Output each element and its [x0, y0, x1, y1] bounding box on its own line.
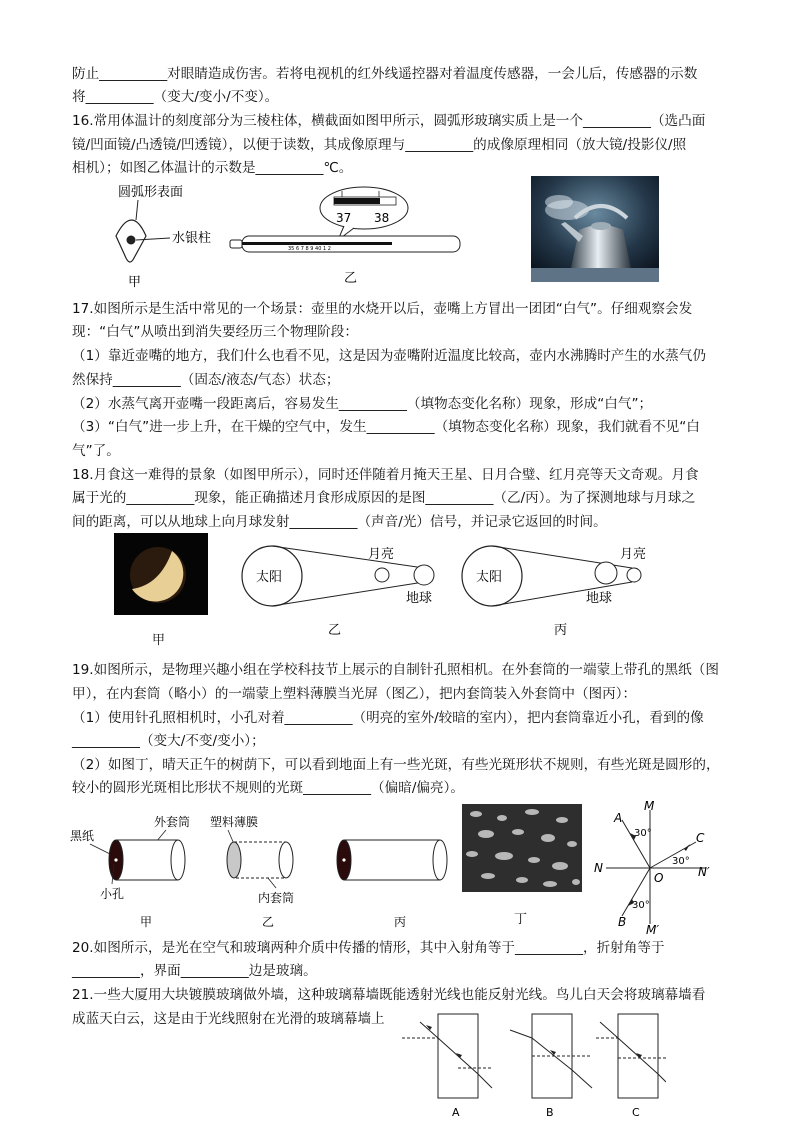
label-A: A — [614, 811, 623, 825]
glass-slab-options-figure — [396, 1008, 666, 1120]
q15-line-1: 防止__________对眼睛造成伤害。若将电视机的红外线遥控器对着温度传感器，一会儿后，传感器的示数 — [72, 66, 698, 82]
reading-38-label: 38 — [374, 211, 390, 225]
black-paper-label: 黑纸 — [70, 829, 95, 843]
q18-line-3: 间的距离，可以从地球上向月球发射__________（声音/光）信号，并记录它返回的时间。 — [72, 514, 607, 530]
option-A-label: A — [452, 1106, 460, 1119]
pinhole-label: 小孔 — [100, 887, 125, 901]
q16-line-2: 镜/凹面镜/凸透镜/凹透镜），以便于读数，其成像原理与__________的成像原理相同（放大镜/投影仪/照 — [72, 137, 687, 153]
fig18-bing-label: 丙 — [554, 623, 568, 636]
fig19-bing-label: 丙 — [394, 915, 407, 929]
moon-label: 月亮 — [368, 547, 395, 562]
q17-line-1: 17.如图所示是生活中常见的一个场景：壶里的水烧开以后，壶嘴上方冒出一团团“白气”。仔细观察会发 — [72, 301, 693, 317]
q18-line-1: 18.月食这一难得的景象（如图甲所示），同时还伴随着月掩天王星、日月合璧、红月亮等天文奇观。月食 — [72, 467, 699, 483]
eclipse-diagram-yi — [236, 540, 444, 636]
label-C: C — [696, 831, 705, 845]
mercury-label: 水银柱 — [172, 231, 212, 246]
sun-label: 太阳 — [256, 570, 283, 585]
label-N: N — [594, 861, 603, 875]
label-M-prime: M′ — [646, 923, 660, 934]
q17-line-6: （3）“白气”进一步上升，在干燥的空气中，发生__________（填物态变化名称）现象，我们就看不见“白 — [72, 419, 700, 435]
q21-line-2: 成蓝天白云，这是由于光线照射在光滑的玻璃幕墙上 — [72, 1011, 385, 1027]
q19-line-4: __________（变大/不变/变小）； — [72, 733, 265, 749]
q17-line-2: 现：“白气”从喷出到消失要经历三个物理阶段： — [72, 324, 358, 340]
label-B: B — [618, 915, 627, 929]
fig19-ding-label: 丁 — [514, 912, 528, 927]
q17-line-5: （2）水蒸气离开壶嘴一段距离后，容易发生__________（填物态变化名称）现象，形成“白气”； — [72, 396, 653, 412]
q20-line-2: __________，界面__________边是玻璃。 — [72, 963, 317, 979]
moon-label-2: 月亮 — [620, 547, 647, 562]
outer-tube-label: 外套筒 — [154, 815, 191, 829]
angle-30-right: 30° — [672, 856, 690, 867]
q16-line-3: 相机）；如图乙体温计的示数是__________℃。 — [72, 160, 353, 176]
earth-label: 地球 — [406, 591, 433, 606]
eclipse-diagram-bing — [456, 540, 664, 636]
earth-label-2: 地球 — [586, 591, 613, 606]
lunar-eclipse-photo — [114, 533, 208, 615]
q19-line-2: 甲），在内套筒（略小）的一端蒙上塑料薄膜当光屏（图乙），把内套筒装入外套筒中（图丙）： — [72, 686, 637, 702]
fig19-yi-label: 乙 — [262, 915, 275, 929]
clinical-thermometer-figure — [222, 184, 470, 294]
tree-shade-light-spots-photo — [462, 804, 582, 892]
q15-line-2: 将__________（变大/变小/不变）。 — [72, 89, 279, 105]
q17-line-4: 然保持__________（固态/液态/气态）状态； — [72, 372, 340, 388]
pinhole-camera-figure — [68, 806, 462, 930]
option-B-label: B — [546, 1106, 554, 1119]
refraction-diagram — [592, 800, 720, 934]
q20-line-1: 20.如图所示，是光在空气和玻璃两种介质中传播的情形，其中入射角等于__________，折射角等于 — [72, 940, 665, 956]
q21-line-1: 21.一些大厦用大块镀膜玻璃做外墙，这种玻璃幕墙既能透射光线也能反射光线。鸟儿白天会将玻璃幕墙看 — [72, 987, 706, 1003]
thermometer-cross-section-figure — [96, 180, 226, 292]
angle-30-bottom: 30° — [632, 900, 650, 911]
q17-line-3: （1）靠近壶嘴的地方，我们什么也看不见，这是因为壶嘴附近温度比较高，壶内水沸腾时产生的水蒸气仍 — [72, 348, 706, 364]
sun-label-2: 太阳 — [476, 570, 503, 585]
inner-tube-label: 内套筒 — [258, 891, 295, 905]
kettle-photo — [531, 176, 659, 282]
q18-line-2: 属于光的__________现象，能正确描述月食形成原因的是图__________（乙/丙）。为了探测地球与月球之 — [72, 490, 696, 506]
q17-line-7: 气”了。 — [72, 443, 120, 459]
fig18-yi-label: 乙 — [328, 623, 342, 636]
plastic-film-label: 塑料薄膜 — [210, 815, 259, 829]
arc-surface-label: 圆弧形表面 — [118, 185, 184, 200]
fig19-jia-label: 甲 — [140, 915, 153, 929]
reading-37-label: 37 — [336, 211, 352, 225]
fig-yi-label: 乙 — [344, 271, 358, 286]
option-C-label: C — [632, 1106, 640, 1119]
fig-jia-label: 甲 — [128, 275, 142, 290]
q19-line-3: （1）使用针孔照相机时，小孔对着__________（明亮的室外/较暗的室内），把内套筒靠近小孔，看到的像 — [72, 710, 704, 726]
q19-line-5: （2）如图丁，晴天正午的树荫下，可以看到地面上有一些光斑，有些光斑形状不规则，有些光斑是圆形的， — [72, 757, 720, 773]
label-M: M — [644, 800, 655, 813]
q16-line-1: 16.常用体温计的刻度部分为三棱柱体，横截面如图甲所示，圆弧形玻璃实质上是一个__________（选凸面 — [72, 113, 706, 129]
q19-line-1: 19.如图所示，是物理兴趣小组在学校科技节上展示的自制针孔照相机。在外套筒的一端蒙上带孔的黑纸（图 — [72, 662, 719, 678]
fig18-jia-label: 甲 — [152, 633, 166, 648]
label-N-prime: N′ — [698, 865, 710, 879]
q19-line-6: 较小的圆形光斑相比形状不规则的光斑__________（偏暗/偏亮）。 — [72, 780, 464, 796]
angle-30-top: 30° — [634, 828, 652, 839]
label-O: O — [654, 871, 664, 885]
thermometer-scale: 35 6 7 8 9 40 1 2 — [288, 246, 331, 252]
